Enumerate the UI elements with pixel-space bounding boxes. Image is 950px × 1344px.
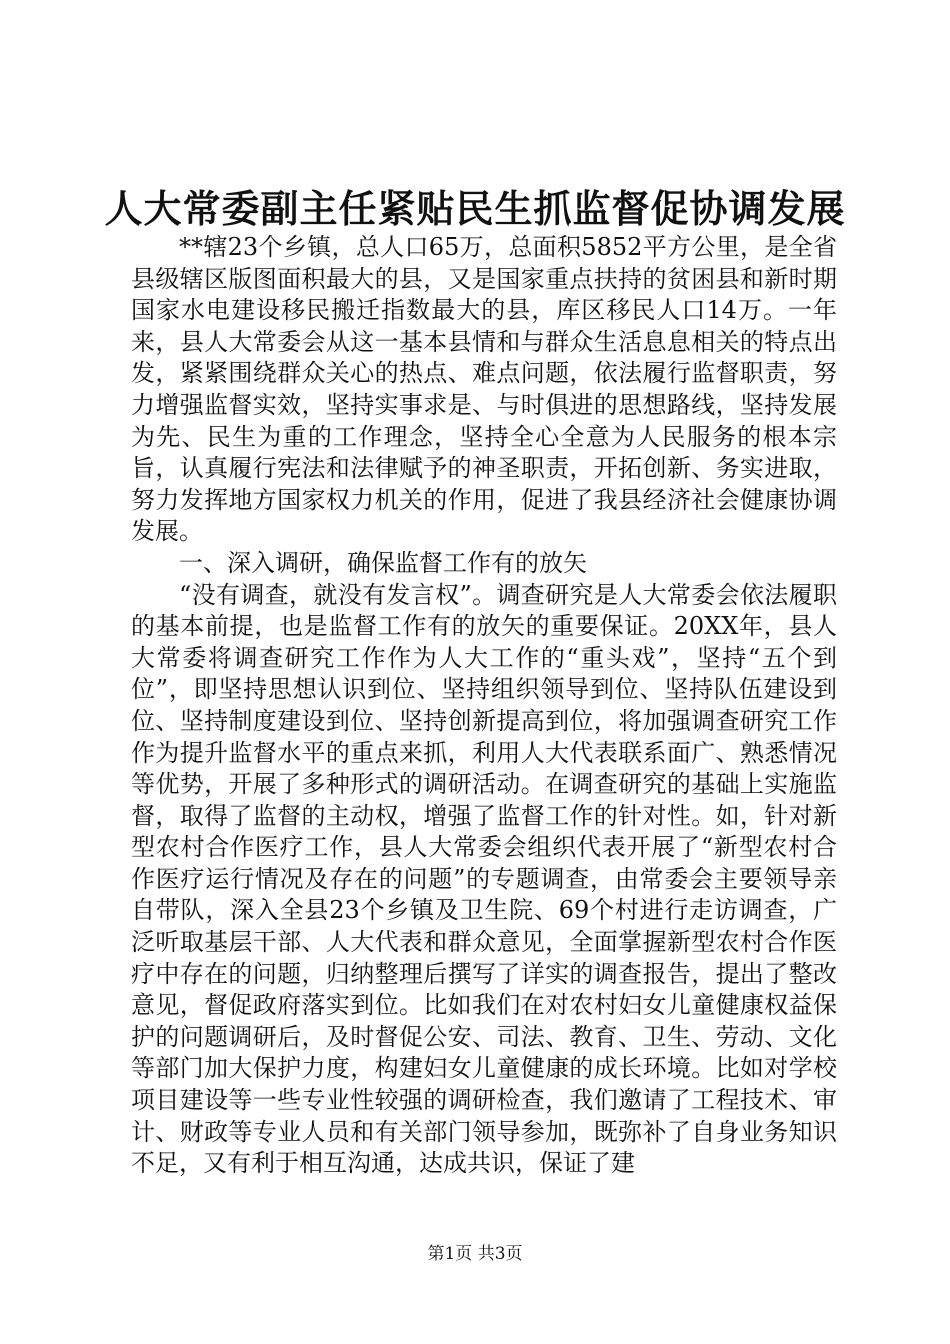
- page-footer: 第1页 共3页: [427, 1244, 523, 1264]
- body-paragraph: “没有调查，就没有发言权”。调查研究是人大常委会依法履职的基本前提，也是监督工作有的放矢的重要保证。20XX年，县人大常委将调查研究工作作为人大工作的“重头戏”，坚持“五个到位”，即坚持思想认识到位、坚持组织领导到位、坚持队伍建设到位、坚持制度建设到位、坚持创新提高到位，将加强调查研究工作作为提升监督水平的重点来抓，利用人大代表联系面广、熟悉情况等优势，开展了多种形式的调研活动。在调查研究的基础上实施监督，取得了监督的主动权，增强了监督工作的针对性。如，针对新型农村合作医疗工作，县人大常委会组织代表开展了“新型农村合作医疗运行情况及存在的问题”的专题调查，由常委会主要领导亲自带队，深入全县23个乡镇及卫生院、69个村进行走访调查，广泛听取基层干部、人大代表和群众意见，全面掌握新型农村合作医疗中存在的问题，归纳整理后撰写了详实的调查报告，提出了整改意见，督促政府落实到位。比如我们在对农村妇女儿童健康权益保护的问题调研后，及时督促公安、司法、教育、卫生、劳动、文化等部门加大保护力度，构建妇女儿童健康的成长环境。比如对学校项目建设等一些专业性较强的调研检查，我们邀请了工程技术、审计、财政等专业人员和有关部门领导参加，既弥补了自身业务知识不足，又有利于相互沟通，达成共识，保证了建: [131, 580, 837, 1178]
- document-body: [131, 232, 837, 1180]
- body-paragraph: **辖23个乡镇，总人口65万，总面积5852平方公里，是全省县级辖区版图面积最大的县，又是国家重点扶持的贫困县和新时期国家水电建设移民搬迁指数最大的县，库区移民人口14万。一年来，县人大常委会从这一基本县情和与群众生活息息相关的特点出发，紧紧围绕群众关心的热点、难点问题，依法履行监督职责，努力增强监督实效，坚持实事求是、与时俱进的思想路线，坚持发展为先、民生为重的工作理念，坚持全心全意为人民服务的根本宗旨，认真履行宪法和法律赋予的神圣职责，开拓创新、务实进取，努力发挥地方国家权力机关的作用，促进了我县经济社会健康协调发展。: [131, 233, 837, 546]
- document-title: 人大常委副主任紧贴民生抓监督促协调发展: [104, 186, 846, 231]
- section-heading: 一、深入调研，确保监督工作有的放矢: [179, 548, 587, 577]
